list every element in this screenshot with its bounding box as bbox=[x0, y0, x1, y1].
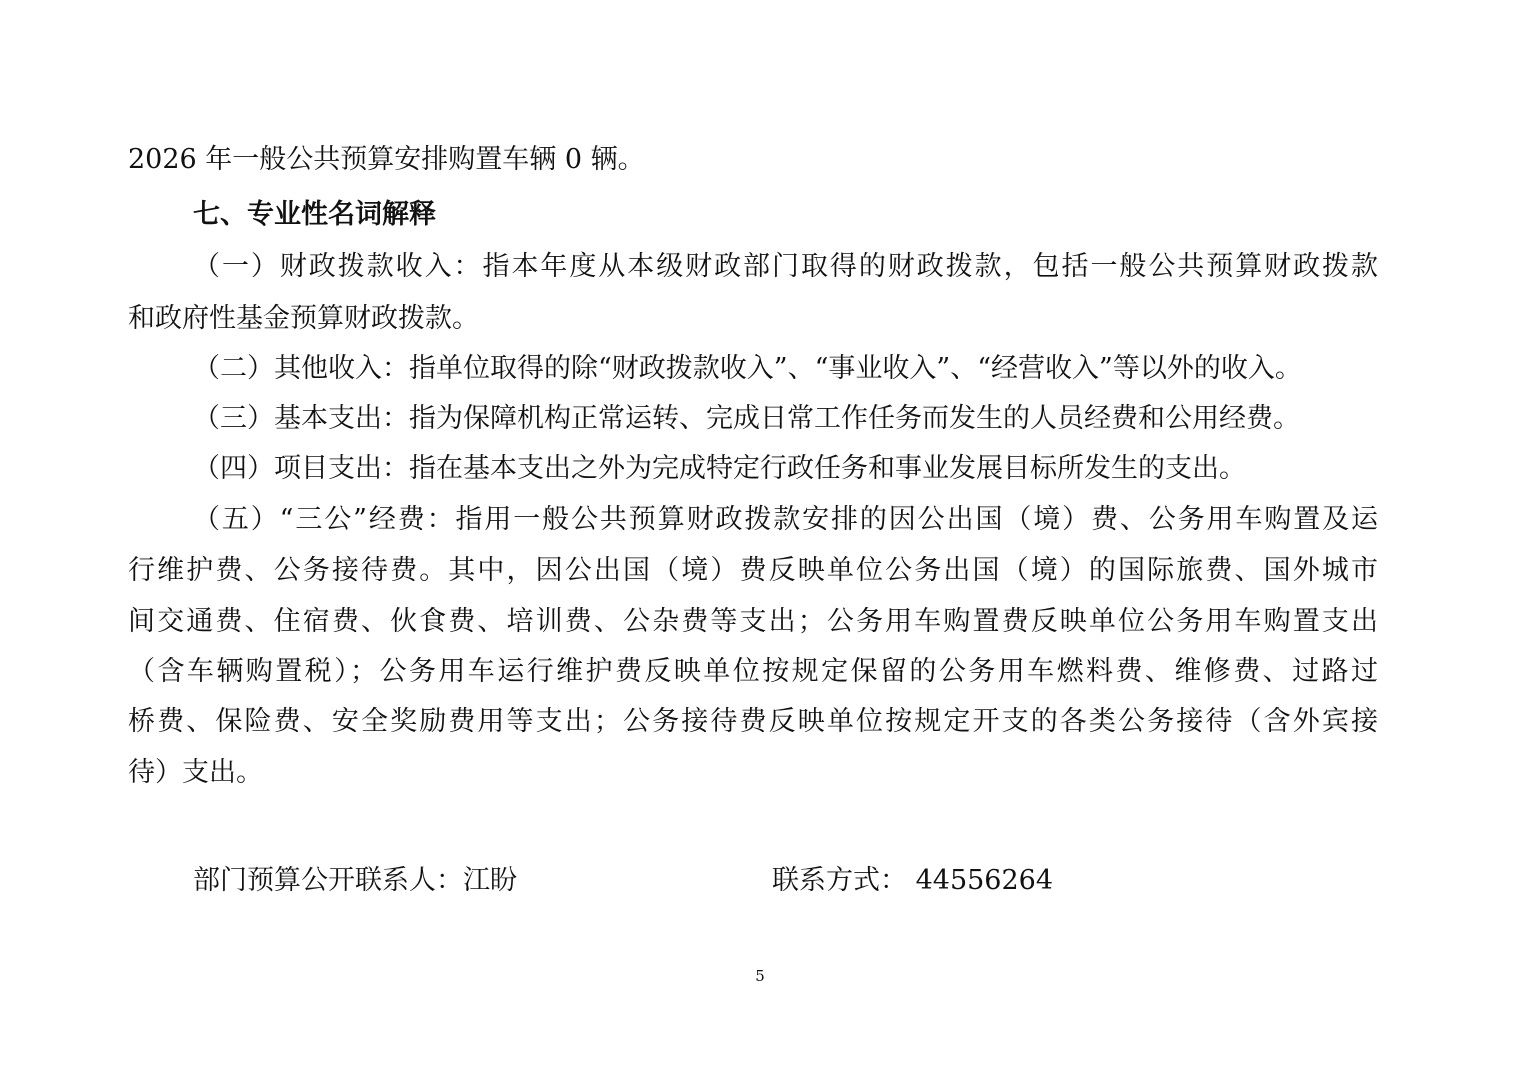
three-public-line-1: （五）“三公”经费：指用一般公共预算财政拨款安排的因公出国（境）费、公务用车购置及运 bbox=[193, 504, 1378, 535]
contact-method: 联系方式： 44556264 bbox=[772, 865, 1054, 896]
three-public-line-6: 待）支出。 bbox=[128, 757, 263, 788]
intro-line: 2026 年一般公共预算安排购置车辆 0 辆。 bbox=[128, 144, 645, 175]
project-expense-line: （四）项目支出：指在基本支出之外为完成特定行政任务和事业发展目标所发生的支出。 bbox=[193, 453, 1246, 484]
three-public-line-4: （含车辆购置税）；公务用车运行维护费反映单位按规定保留的公务用车燃料费、维修费、过路过 bbox=[128, 656, 1378, 687]
three-public-line-5: 桥费、保险费、安全奖励费用等支出；公务接待费反映单位按规定开支的各类公务接待（含外宾接 bbox=[128, 706, 1378, 737]
basic-expense-line: （三）基本支出：指为保障机构正常运转、完成日常工作任务而发生的人员经费和公用经费。 bbox=[193, 403, 1300, 434]
section-title: 七、专业性名词解释 bbox=[193, 199, 436, 230]
fiscal-income-line-2: 和政府性基金预算财政拨款。 bbox=[128, 303, 479, 334]
contact-person: 部门预算公开联系人：江盼 bbox=[193, 865, 517, 896]
three-public-line-3: 间交通费、住宿费、伙食费、培训费、公杂费等支出；公务用车购置费反映单位公务用车购置支出 bbox=[128, 606, 1378, 637]
other-income-line: （二）其他收入：指单位取得的除“财政拨款收入”、“事业收入”、“经营收入”等以外的收入。 bbox=[193, 353, 1302, 384]
fiscal-income-line-1: （一）财政拨款收入：指本年度从本级财政部门取得的财政拨款，包括一般公共预算财政拨款 bbox=[193, 251, 1378, 282]
page-number: 5 bbox=[755, 967, 765, 985]
three-public-line-2: 行维护费、公务接待费。其中，因公出国（境）费反映单位公务出国（境）的国际旅费、国外城市 bbox=[128, 555, 1378, 586]
